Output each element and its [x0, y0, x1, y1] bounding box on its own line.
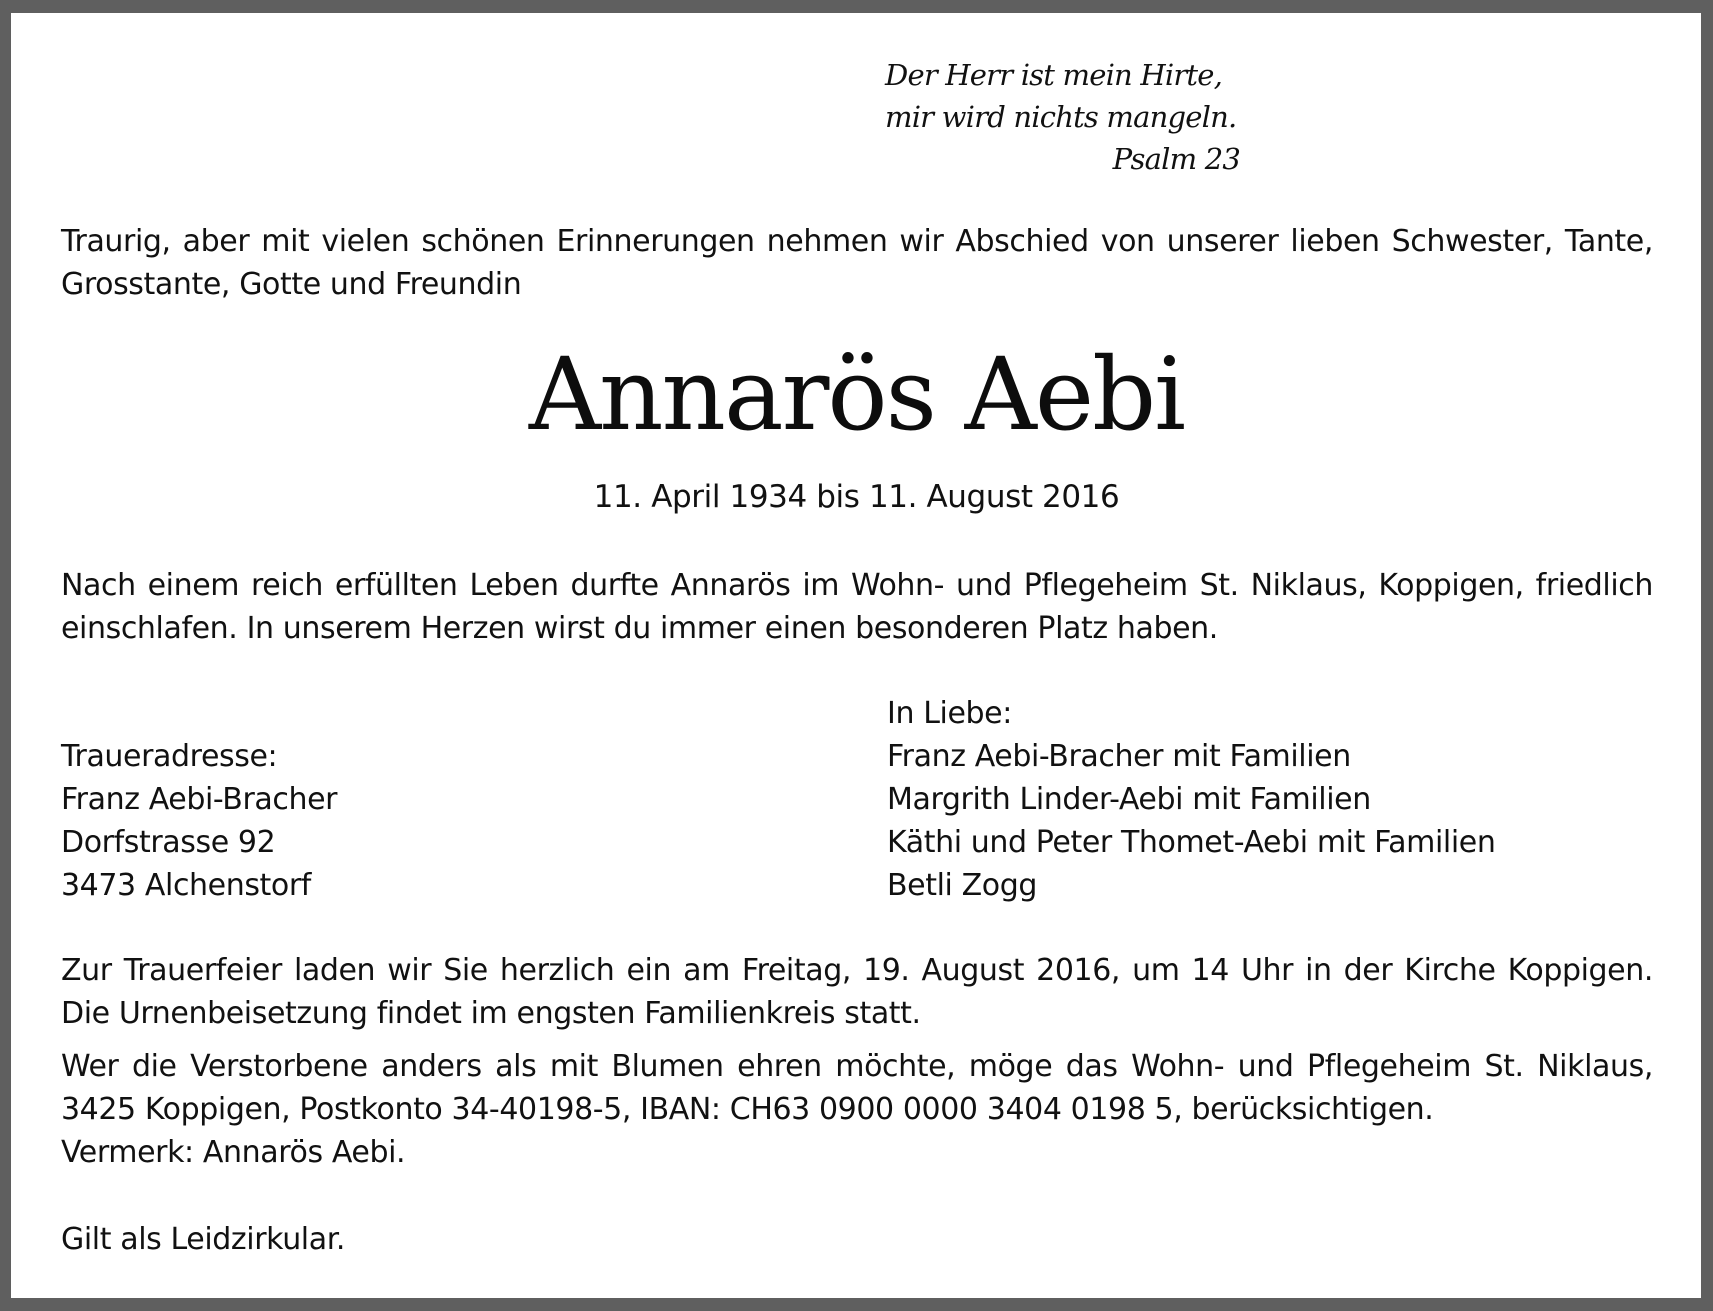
mourning-address — [61, 735, 337, 907]
donation-paragraph — [61, 1045, 1653, 1174]
quote-line-2: mir wird nichts mangeln. — [885, 100, 1237, 134]
address-line: 3473 Alchenstorf — [61, 868, 311, 903]
address-line: Dorfstrasse 92 — [61, 825, 276, 860]
intro-paragraph: Traurig, aber mit vielen schönen Erinnerungen nehmen wir Abschied von unserer lieben Schwester, Tante, Grosstante, Gotte und Freundin — [61, 224, 1653, 302]
death-paragraph: Nach einem reich erfüllten Leben durfte Annarös im Wohn- und Pflegeheim St. Niklaus, Koppigen, friedlich einschlafen. In unserem Herzen wirst du immer einen besonderen Platz haben. — [61, 568, 1653, 646]
address-line: Franz Aebi-Bracher — [61, 782, 338, 817]
mourners-list — [887, 692, 1495, 907]
quote-source: Psalm 23 — [1112, 142, 1240, 176]
mourner-entry: Betli Zogg — [887, 868, 1037, 903]
address-heading: Traueradresse: — [61, 739, 278, 774]
deceased-name: Annarös Aebi — [528, 336, 1185, 453]
mourners-heading: In Liebe: — [887, 696, 1012, 731]
quote-line-1: Der Herr ist mein Hirte, — [885, 58, 1223, 92]
circular-note: Gilt als Leidzirkular. — [61, 1222, 346, 1257]
mourner-entry: Franz Aebi-Bracher mit Familien — [887, 739, 1351, 774]
mourner-entry: Käthi und Peter Thomet-Aebi mit Familien — [887, 825, 1496, 860]
life-dates: 11. April 1934 bis 11. August 2016 — [593, 479, 1120, 515]
psalm-quote — [885, 54, 1240, 180]
donation-text: Wer die Verstorbene anders als mit Blumen ehren möchte, möge das Wohn- und Pflegeheim St. Niklaus, 3425 Koppigen, Postkonto 34-40198-5, IBAN: CH63 0900 0000 3404 0198 5, berücksichtigen. — [61, 1049, 1653, 1127]
mourner-entry: Margrith Linder-Aebi mit Familien — [887, 782, 1371, 817]
ceremony-paragraph: Zur Trauerfeier laden wir Sie herzlich ein am Freitag, 19. August 2016, um 14 Uhr in der Kirche Koppigen. Die Urnenbeisetzung findet im engsten Familienkreis statt. — [61, 953, 1653, 1031]
donation-note: Vermerk: Annarös Aebi. — [61, 1135, 406, 1170]
